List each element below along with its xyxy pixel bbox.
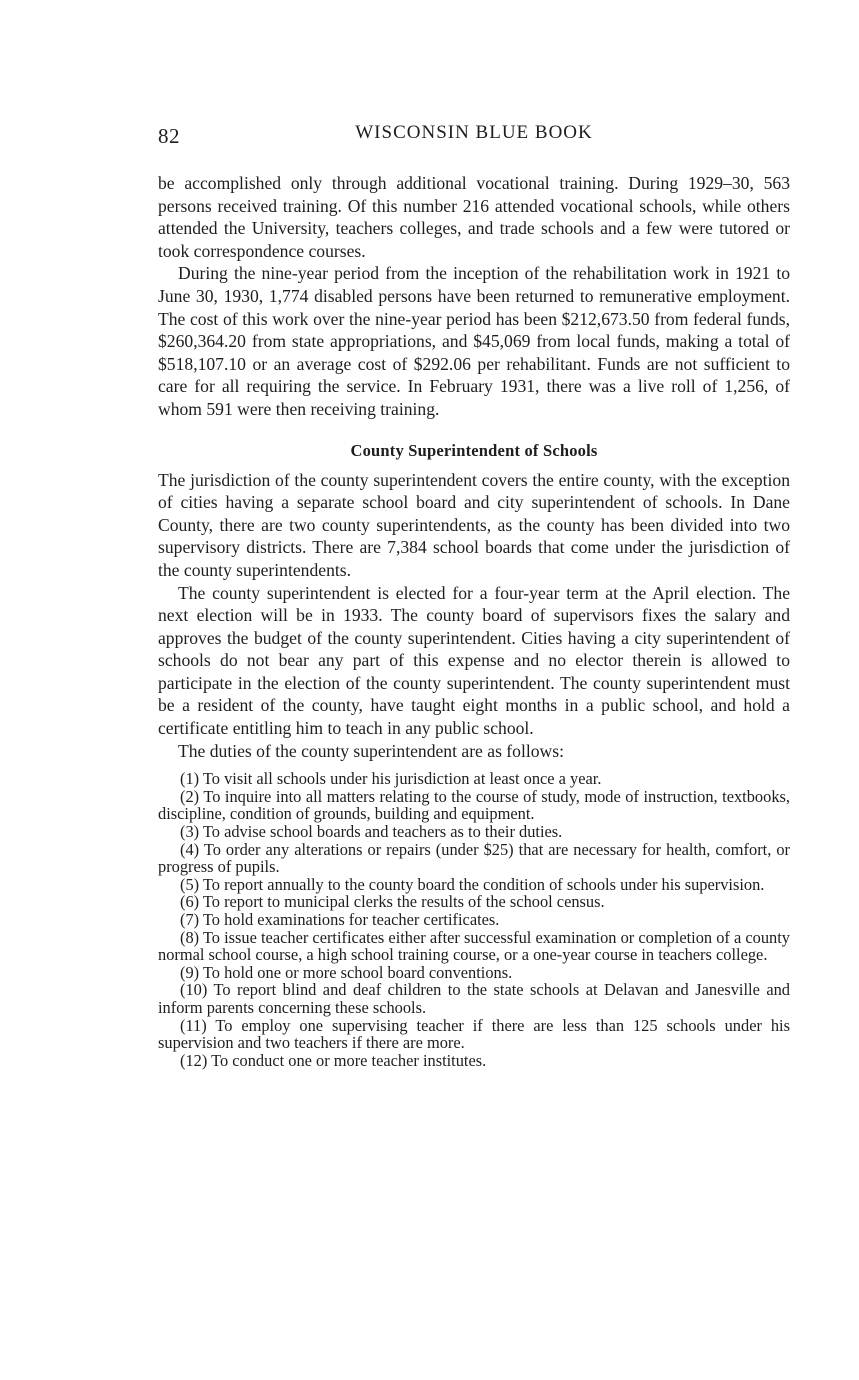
book-page	[158, 118, 790, 1069]
duty-item: (8) To issue teacher certificates either after successful examination or completion of a county normal school course, a high school training course, or a one-year course in teachers college.	[158, 927, 790, 965]
paragraph-vocational-training: be accomplished only through additional vocational training. During 1929–30, 563 persons received training. Of this number 216 attended vocational schools, while others attended the University, teachers colleges, and trade schools and a few were tutored or took correspondence courses.	[158, 173, 790, 261]
paragraph-rehabilitation-costs: During the nine-year period from the inception of the rehabilitation work in 1921 to June 30, 1930, 1,774 disabled persons have been returned to remunerative employment. The cost of this work over the nine-year period has been $212,673.50 from federal funds, $260,364.20 from state appropriations, and $45,069 from local funds, making a total of $518,107.10 or an average cost of $292.06 per rehabilitant. Funds are not sufficient to care for all requiring the service. In February 1931, there was a live roll of 1,256, of whom 591 were then receiving training.	[158, 263, 790, 419]
duty-item: (2) To inquire into all matters relating to the course of study, mode of instruction, textbooks, discipline, condition of grounds, building and equipment.	[158, 786, 790, 824]
page-number: 82	[158, 124, 180, 148]
duties-list	[158, 770, 790, 1069]
duty-item: (4) To order any alterations or repairs (under $25) that are necessary for health, comfort, or progress of pupils.	[158, 839, 790, 877]
body-text	[158, 172, 790, 740]
duty-item: (7) To hold examinations for teacher certificates.	[180, 910, 500, 929]
duty-item: (9) To hold one or more school board conventions.	[180, 962, 513, 982]
duty-item: (1) To visit all schools under his jurisdiction at least once a year.	[180, 769, 602, 789]
duties-intro: The duties of the county superintendent are as follows:	[178, 740, 564, 761]
paragraph-jurisdiction: The jurisdiction of the county superintendent covers the entire county, with the exception of cities having a separate school board and city superintendent of schools. In Dane County, there are two county superintendents, as the county has been divided into two supervisory districts. There are 7,384 school boards that come under the jurisdiction of the county superintendents.	[158, 469, 790, 580]
duty-item: (3) To advise school boards and teachers as to their duties.	[180, 822, 563, 842]
running-head	[158, 118, 790, 148]
duty-item: (11) To employ one supervising teacher if there are less than 125 schools under his supervision and two teachers if there are more.	[158, 1015, 790, 1053]
section-heading: County Superintendent of Schools	[350, 440, 598, 460]
running-title: WISCONSIN BLUE BOOK	[355, 122, 593, 143]
paragraph-election: The county superintendent is elected for a four-year term at the April election. The next election will be in 1933. The county board of supervisors fixes the salary and approves the budget of the county superintendent. Cities having a city superintendent of schools do not bear any part of this expense and no elector therein is allowed to participate in the election of the county superintendent. The county superintendent must be a resident of the county, have taught eight months in a public school, and hold a certificate entitling him to teach in any public school.	[158, 582, 790, 739]
duty-item: (6) To report to municipal clerks the results of the school census.	[180, 892, 605, 912]
duty-item: (5) To report annually to the county board the condition of schools under his supervision.	[180, 874, 765, 894]
duty-item: (12) To conduct one or more teacher institutes.	[180, 1050, 487, 1070]
duty-item: (10) To report blind and deaf children to the state schools at Delavan and Janesville and inform parents concerning these schools.	[158, 980, 790, 1017]
